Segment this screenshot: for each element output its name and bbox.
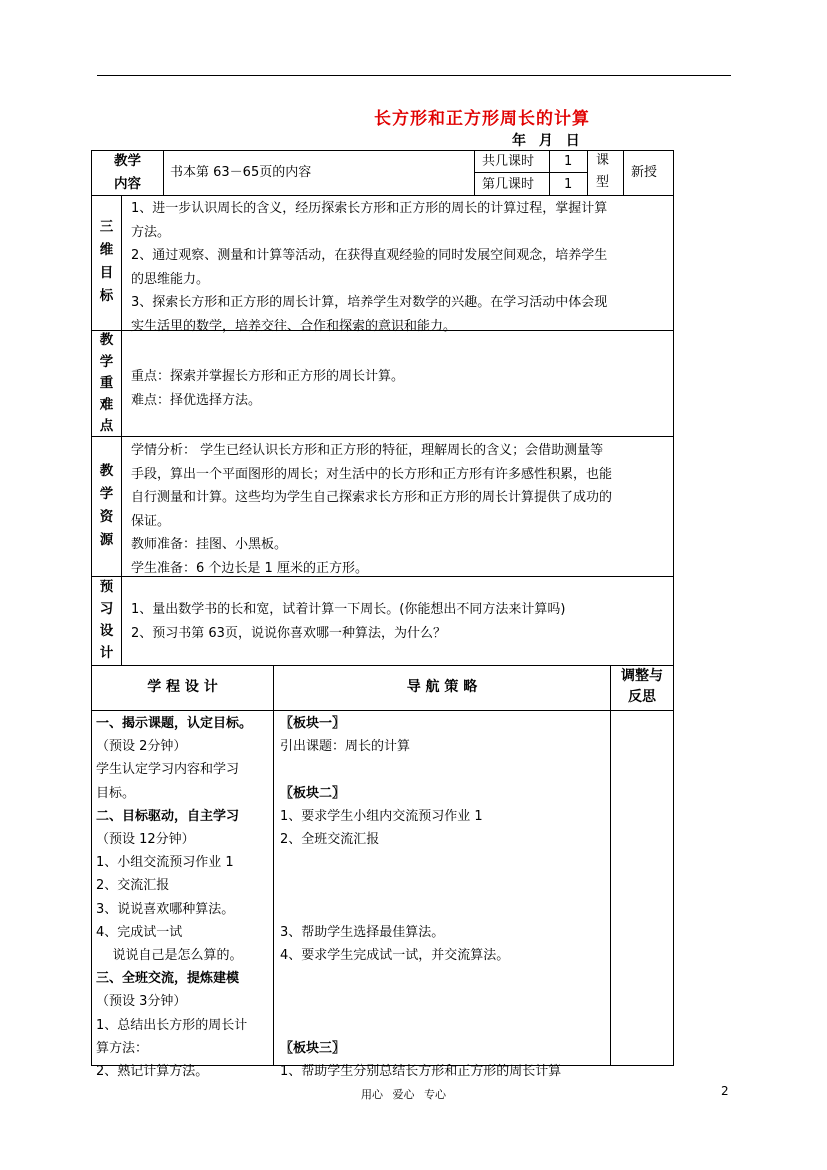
learning-design-line: 1、小组交流预习作业 1: [96, 855, 234, 871]
learning-design-line: 一、揭示课题，认定目标。: [96, 716, 253, 731]
navigation-strategy-line: 〖板块二〗: [280, 785, 346, 801]
navigation-strategy-line: 1、要求学生小组内交流预习作业 1: [280, 808, 483, 824]
navigation-strategy-line: [280, 758, 561, 781]
learning-design-line: （预设 12分钟）: [96, 832, 195, 848]
row-divider: [91, 436, 674, 437]
col-divider: [610, 665, 611, 1065]
goals-text: 1、进一步认识周长的含义，经历探索长方形和正方形的周长的计算过程，掌握计算 方法。 2、通过观察、测量和计算等活动，在获得直观经验的同时发展空间观念，培养学生 的思维能力。 3、探索长方形和正方形的周长计算，培养学生对数学的兴趣。在学习活动中体会现 实生活里的数学，培养交往、合作和探索的意识和能力。: [131, 201, 608, 334]
row-divider: [91, 665, 674, 666]
navigation-strategy-line: [280, 967, 561, 990]
navigation-strategy-line: 〖板块一〗: [280, 716, 346, 731]
page-title: 长方形和正方形周长的计算: [374, 109, 590, 129]
resources-text: 学情分析： 学生已经认识长方形和正方形的特征，理解周长的含义；会借助测量等 手段，算出一个平面图形的周长；对生活中的长方形和正方形有许多感性积累，也能 自行测量和计算。这些均为学生自己探索求长方形和正方形的周长计算提供了成功的 保证。 教师准备：挂图、小黑板。 学生准备：6 个边长是 1 厘米的正方形。: [131, 443, 613, 576]
row-divider: [91, 195, 674, 196]
col-header-reflection: 调整与 反思: [621, 668, 663, 705]
navigation-strategy-line: [280, 898, 561, 921]
current-period-value: 1: [564, 177, 573, 192]
learning-design-line: 2、交流汇报: [96, 878, 170, 894]
total-periods-value: 1: [564, 154, 573, 169]
preview-label: 预 习 设 计: [99, 579, 114, 661]
learning-design-line: 3、说说喜欢哪种算法。: [96, 901, 235, 917]
learning-design-line: 算方法：: [96, 1040, 149, 1056]
goals-label: 三 维 目 标: [99, 219, 114, 304]
learning-design-line: 学生认定学习内容和学习: [96, 762, 240, 778]
learning-design-line: 二、目标驱动，自主学习: [96, 808, 240, 824]
learning-design-line: （预设 2分钟）: [96, 739, 187, 755]
learning-design-line: 说说自己是怎么算的。: [96, 948, 243, 964]
content-label: 教学 内容: [114, 153, 141, 192]
header-rule: [97, 75, 731, 76]
col-divider: [587, 150, 588, 195]
navigation-strategy-line: 1、帮助学生分别总结长方形和正方形的周长计算: [280, 1063, 562, 1079]
page-number: 2: [721, 1084, 729, 1098]
total-periods-label: 共几课时: [482, 154, 535, 169]
col-divider: [623, 150, 624, 195]
navigation-strategy-line: [280, 851, 561, 874]
navigation-strategy-line: 〖板块三〗: [280, 1040, 346, 1056]
learning-design-column: [96, 712, 252, 1083]
learning-design-line: 目标。: [96, 785, 136, 801]
navigation-strategy-line: 4、要求学生完成试一试，并交流算法。: [280, 947, 510, 963]
col-header-navigation-strategy: 导 航 策 略: [406, 679, 478, 695]
page-footer: 用心 爱心 专心: [361, 1088, 446, 1101]
col-header-learning-design: 学 程 设 计: [147, 679, 218, 695]
navigation-strategy-line: [280, 874, 561, 897]
learning-design-line: 2、熟记计算方法。: [96, 1064, 209, 1080]
navigation-strategy-line: 3、帮助学生选择最佳算法。: [280, 924, 445, 940]
navigation-strategy-line: 引出课题：周长的计算: [280, 739, 411, 755]
navigation-strategy-line: [280, 990, 561, 1013]
learning-design-line: 1、总结出长方形的周长计: [96, 1017, 248, 1033]
lesson-type-value: 新授: [631, 165, 658, 180]
key-points-label: 教 学 重 难 点: [99, 332, 114, 434]
learning-design-line: 4、完成试一试: [96, 924, 183, 940]
navigation-strategy-line: 2、全班交流汇报: [280, 832, 380, 847]
preview-text: 1、量出数学书的长和宽，试着计算一下周长。(你能想出不同方法来计算吗) 2、预习书第 63页，说说你喜欢哪一种算法，为什么？: [131, 602, 566, 641]
content-text: 书本第 63－65页的内容: [170, 165, 312, 180]
resources-label: 教 学 资 源: [99, 463, 114, 548]
table-border-right: [673, 150, 674, 1066]
current-period-label: 第几课时: [482, 177, 535, 192]
learning-design-line: 三、全班交流，提炼建模: [96, 971, 240, 987]
navigation-strategy-column: [280, 712, 561, 1083]
col-divider: [163, 150, 164, 195]
navigation-strategy-line: [280, 1014, 561, 1037]
row-divider: [91, 710, 674, 711]
col-divider: [273, 665, 274, 1065]
col-divider: [121, 195, 122, 665]
key-points-text: 重点：探索并掌握长方形和正方形的周长计算。 难点：择优选择方法。: [131, 369, 405, 408]
lesson-type-label: 课 型: [596, 153, 610, 190]
date-line: 年 月 日: [512, 133, 580, 149]
learning-design-line: （预设 3分钟）: [96, 994, 187, 1010]
